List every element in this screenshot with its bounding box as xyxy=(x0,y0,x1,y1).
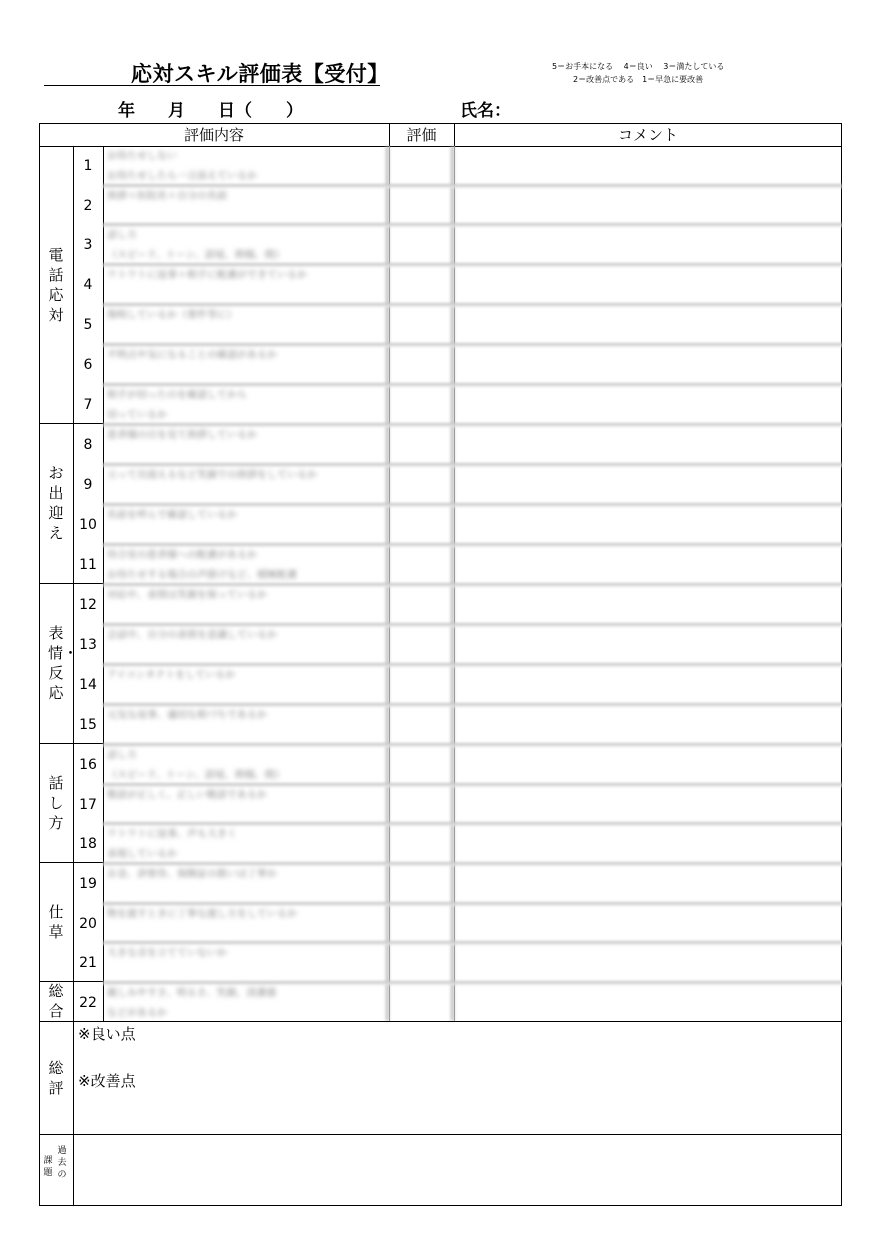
item-content: 会話中、自分の表情を意識しているか xyxy=(107,630,277,641)
item-number: 12 xyxy=(79,597,97,613)
item-number: 7 xyxy=(83,397,93,413)
item-content: 立って出迎えるなど笑顔での挨拶をしているか xyxy=(107,470,317,481)
header-comment-line xyxy=(454,123,455,146)
item-number: 9 xyxy=(83,477,93,493)
item-content: 話し方 （スピード、トーン、語尾、抑揚、間） xyxy=(107,750,285,781)
item-content: 話し方 （スピード、トーン、語尾、抑揚、間） xyxy=(107,230,285,261)
header-content: 評価内容 xyxy=(183,126,244,144)
item-content: 親しみやすさ、明るさ、笑顔、清潔感 などがあるか xyxy=(107,988,277,1019)
item-number: 14 xyxy=(79,677,97,693)
item-number: 15 xyxy=(79,717,97,733)
item-content: 患者様の目を見て挨拶しているか xyxy=(107,430,257,441)
item-content: 大きな音を立てていないか xyxy=(107,948,227,959)
header-rating-line xyxy=(389,123,390,146)
page-title: 応対スキル評価表【受付】 xyxy=(131,62,389,86)
summary-top-line xyxy=(39,1021,842,1022)
item-number: 11 xyxy=(79,557,97,573)
item-number: 6 xyxy=(83,357,93,373)
month-label: 月 xyxy=(168,101,185,121)
rating-legend xyxy=(540,60,724,86)
item-content: お金、診察券、保険証の扱いは丁寧か xyxy=(107,869,277,880)
item-content: 相手が切ったのを確認してから 切っているか xyxy=(107,390,247,421)
title-underline xyxy=(44,85,380,86)
item-content: 名前を呼んで確認しているか xyxy=(107,510,237,521)
item-number: 5 xyxy=(83,317,93,333)
category-expression: 表情・反応 xyxy=(48,624,79,702)
item-number: 20 xyxy=(79,915,97,932)
item-number: 3 xyxy=(83,237,93,253)
item-content: ウトウトに返事、声も大きく 表現しているか xyxy=(107,829,237,860)
item-content: 不明点や気になることの確認があるか xyxy=(107,350,277,361)
category-phone: 電話応対 xyxy=(48,245,64,324)
item-content: お待たせしない お待たせしたら一言添えているか xyxy=(107,151,257,182)
item-number: 17 xyxy=(79,796,97,813)
name-label: 氏名： xyxy=(460,101,511,121)
item-number: 2 xyxy=(83,197,93,214)
header-comment: コメント xyxy=(617,126,678,144)
item-content: 復唱しているか（要件等に） xyxy=(107,310,237,321)
year-label: 年 xyxy=(118,101,135,121)
day-label: 日（ ） xyxy=(218,101,303,121)
item-content: ウトウトに返事＋相手に配慮ができているか xyxy=(107,270,307,281)
past-issues-label-left: 課題 xyxy=(43,1156,53,1178)
legend-line-2: 2＝改善点である 1＝早急に要改善 xyxy=(573,75,704,84)
category-greeting: お出迎え xyxy=(48,464,64,542)
category-speech: 話し方 xyxy=(48,773,64,832)
summary-label: 総評 xyxy=(48,1058,64,1097)
item-content: 挨拶＋医院名＋自分の名前 xyxy=(107,191,227,202)
item-number: 10 xyxy=(79,517,97,533)
item-number: 19 xyxy=(79,876,97,892)
item-number: 16 xyxy=(79,757,97,773)
item-number: 4 xyxy=(83,277,93,293)
legend-line-1: 5＝お手本になる 4＝良い 3＝満たしている xyxy=(552,62,725,71)
good-points-label: ※良い点 xyxy=(78,1025,136,1043)
item-number: 18 xyxy=(79,836,97,852)
past-issues-label-right: 過去の xyxy=(57,1146,67,1180)
improvement-points-label: ※改善点 xyxy=(78,1072,136,1090)
summary-bottom-line xyxy=(39,1134,842,1135)
item-number: 1 xyxy=(83,158,93,174)
category-manners: 仕草 xyxy=(48,902,64,941)
evaluation-table xyxy=(39,123,842,1206)
item-content: 敬語が正しく、正しい敬語であるか xyxy=(107,790,267,801)
item-content: 対応中、表情は笑顔を保っているか xyxy=(107,590,267,601)
item-number: 8 xyxy=(83,437,93,453)
item-content: 元気な返事、適切な相づちであるか xyxy=(107,710,267,721)
item-content: アイコンタクトをしているか xyxy=(107,670,236,681)
item-content: 待合室の患者様への配慮があるか お待たせする場合の声掛けなど、積極配慮 xyxy=(107,550,297,581)
header-rating: 評価 xyxy=(406,126,437,144)
item-content: 物を渡すときに丁寧な渡し方をしているか xyxy=(107,909,297,920)
item-number: 22 xyxy=(79,995,97,1011)
item-number: 13 xyxy=(79,637,97,653)
category-overall: 総合 xyxy=(48,982,64,1020)
item-number: 21 xyxy=(79,955,97,971)
